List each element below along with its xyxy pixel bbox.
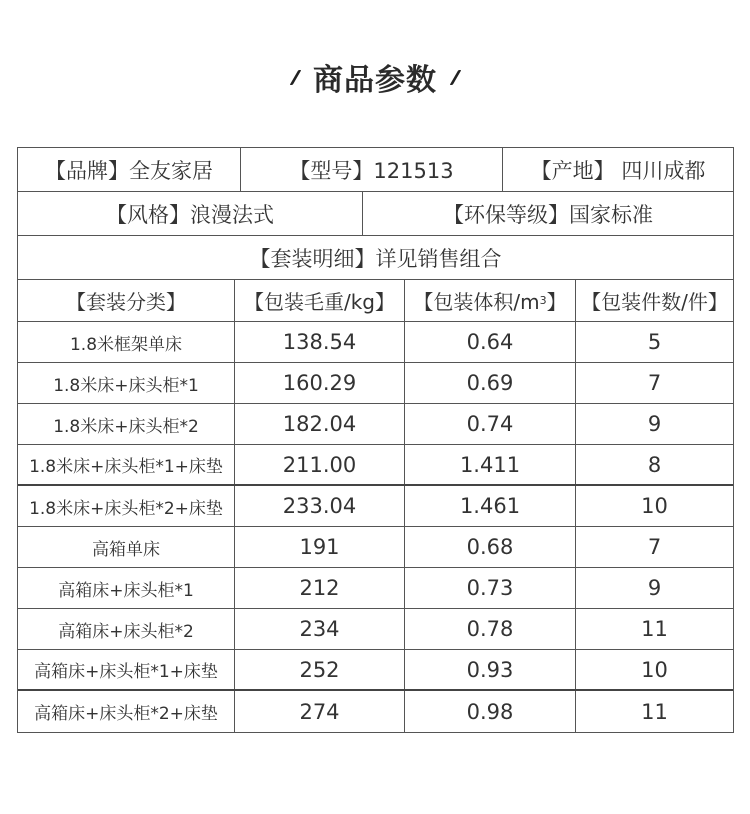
header-category: 【套装分类】 — [18, 280, 235, 321]
row-volume: 0.68 — [405, 527, 576, 567]
style-cell: 【风格】浪漫法式 — [18, 192, 363, 235]
row-count: 11 — [641, 617, 668, 641]
page-title-block — [0, 52, 750, 102]
set-detail-cell: 【套装明细】详见销售组合 — [249, 246, 502, 271]
row-count: 7 — [647, 535, 662, 559]
table-row — [18, 650, 733, 691]
header-volume: 【包装体积/m 3 】 — [405, 280, 576, 321]
row-name: 高箱单床 — [18, 527, 235, 567]
table-row — [18, 568, 733, 609]
eco-grade-cell: 【环保等级】国家标准 — [443, 202, 653, 227]
info-row-2 — [18, 192, 733, 236]
header-volume-prefix: 【包装体积/m — [413, 290, 540, 314]
row-count: 11 — [641, 699, 668, 724]
table-row — [18, 363, 733, 404]
table-row — [18, 609, 733, 650]
row-name: 高箱床+床头柜*2+床垫 — [18, 691, 235, 732]
row-name: 1.8米床+床头柜*2+床垫 — [18, 486, 235, 526]
row-count: 8 — [647, 452, 662, 477]
table-row — [18, 322, 733, 363]
row-volume: 0.73 — [405, 568, 576, 608]
info-row-3 — [18, 236, 733, 280]
table-header-row — [18, 280, 733, 322]
row-name: 1.8米床+床头柜*1+床垫 — [18, 445, 235, 484]
row-weight: 160.29 — [235, 363, 405, 403]
table-row — [18, 527, 733, 568]
slash-decoration-right — [451, 69, 459, 85]
row-name: 1.8米床+床头柜*2 — [18, 404, 235, 444]
row-volume: 0.64 — [405, 322, 576, 362]
table-row — [18, 445, 733, 486]
row-name: 高箱床+床头柜*2 — [18, 609, 235, 649]
row-weight: 234 — [235, 609, 405, 649]
table-row — [18, 486, 733, 527]
model-cell: 【型号】121513 — [241, 148, 503, 191]
row-count: 7 — [647, 371, 662, 395]
row-weight: 252 — [235, 650, 405, 689]
row-volume: 0.78 — [405, 609, 576, 649]
row-count: 9 — [647, 412, 662, 436]
row-volume: 0.98 — [405, 691, 576, 732]
row-weight: 182.04 — [235, 404, 405, 444]
header-count: 【包装件数/件】 — [581, 290, 728, 314]
row-volume: 1.411 — [405, 445, 576, 484]
table-row — [18, 691, 733, 732]
info-row-1 — [18, 148, 733, 192]
row-count: 5 — [647, 330, 662, 354]
page-title: 商品参数 — [313, 63, 437, 98]
header-volume-suffix: 】 — [546, 290, 567, 314]
row-weight: 211.00 — [235, 445, 405, 484]
row-volume: 0.69 — [405, 363, 576, 403]
brand-cell: 【品牌】全友家居 — [18, 148, 241, 191]
row-weight: 138.54 — [235, 322, 405, 362]
table-row — [18, 404, 733, 445]
header-weight: 【包装毛重/kg】 — [235, 280, 405, 321]
row-volume: 1.461 — [405, 486, 576, 526]
row-weight: 233.04 — [235, 486, 405, 526]
row-weight: 212 — [235, 568, 405, 608]
row-count: 10 — [641, 494, 668, 518]
row-name: 高箱床+床头柜*1 — [18, 568, 235, 608]
slash-decoration-left — [291, 69, 299, 85]
row-volume: 0.74 — [405, 404, 576, 444]
row-name: 1.8米床+床头柜*1 — [18, 363, 235, 403]
row-name: 1.8米框架单床 — [18, 322, 235, 362]
parameter-table — [17, 147, 734, 733]
row-count: 10 — [641, 657, 668, 682]
row-volume: 0.93 — [405, 650, 576, 689]
row-count: 9 — [647, 576, 662, 600]
row-weight: 274 — [235, 691, 405, 732]
origin-cell: 【产地】 四川成都 — [530, 158, 706, 183]
row-name: 高箱床+床头柜*1+床垫 — [18, 650, 235, 689]
row-weight: 191 — [235, 527, 405, 567]
